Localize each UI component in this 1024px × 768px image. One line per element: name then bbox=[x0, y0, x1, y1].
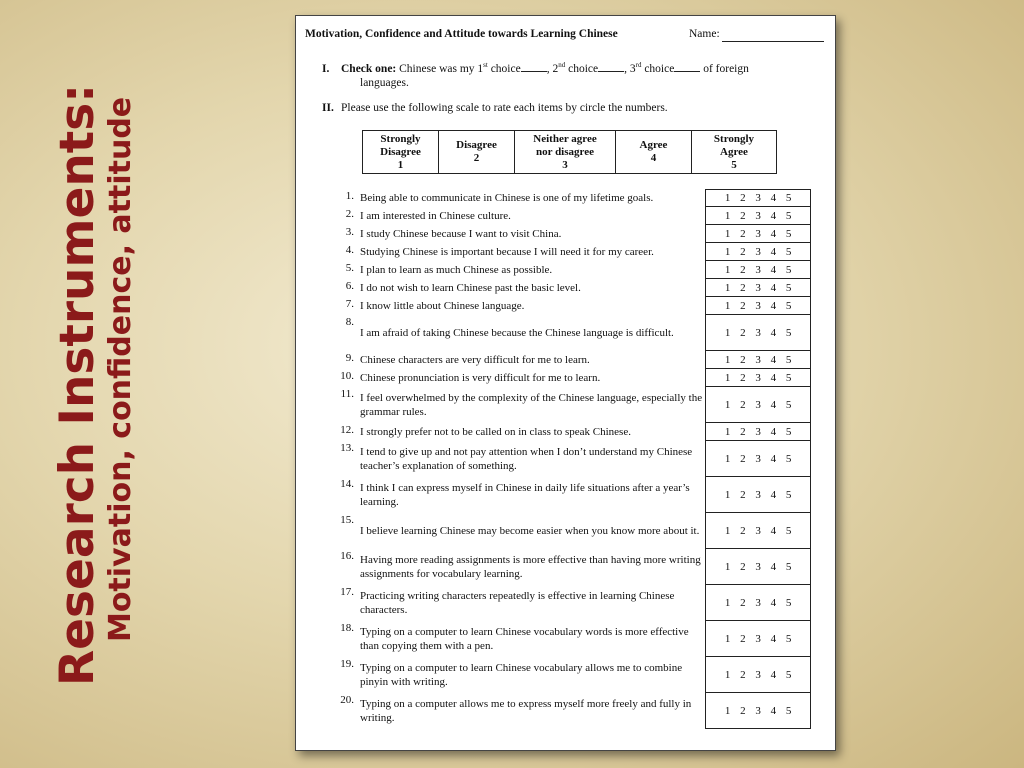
rating-options[interactable]: 1 2 3 4 5 bbox=[705, 297, 811, 315]
item-number: 3. bbox=[345, 226, 354, 238]
item-number: 19. bbox=[340, 658, 354, 670]
item-number: 7. bbox=[345, 298, 354, 310]
rating-options[interactable]: 1 2 3 4 5 bbox=[705, 207, 811, 225]
list-item bbox=[336, 297, 811, 315]
name-label: Name: bbox=[689, 28, 720, 40]
section-one-number: I. bbox=[322, 62, 330, 75]
rating-options[interactable]: 1 2 3 4 5 bbox=[705, 657, 811, 693]
list-item bbox=[336, 261, 811, 279]
slide-title-block bbox=[0, 0, 190, 768]
item-number: 13. bbox=[340, 442, 354, 454]
item-text: Typing on a computer to learn Chinese vocabulary words is more effective than copying them with a pen. bbox=[360, 626, 689, 652]
item-text: Chinese pronunciation is very difficult for me to learn. bbox=[360, 372, 601, 384]
scale-cell: Strongly Agree 5 bbox=[692, 131, 777, 174]
ordinal-suffix: nd bbox=[558, 61, 566, 69]
section-one-continuation: languages. bbox=[360, 76, 409, 89]
section-two-text: Please use the following scale to rate each items by circle the numbers. bbox=[341, 102, 668, 114]
item-number: 1. bbox=[345, 190, 354, 202]
list-item bbox=[336, 423, 811, 441]
section-one-text: Chinese was my 1 bbox=[396, 62, 484, 75]
item-text: I strongly prefer not to be called on in class to speak Chinese. bbox=[360, 426, 631, 438]
rating-options[interactable]: 1 2 3 4 5 bbox=[705, 261, 811, 279]
scale-cell: Agree 4 bbox=[616, 131, 692, 174]
item-text: Studying Chinese is important because I will need it for my career. bbox=[360, 246, 654, 258]
list-item bbox=[336, 693, 811, 729]
item-number: 18. bbox=[340, 622, 354, 634]
third-choice-blank bbox=[674, 61, 700, 72]
item-text: Typing on a computer to learn Chinese vocabulary allows me to combine pinyin with writing. bbox=[360, 662, 683, 688]
item-text: I believe learning Chinese may become easier when you know more about it. bbox=[360, 525, 700, 537]
scale-cell: Disagree 2 bbox=[439, 131, 515, 174]
item-number: 17. bbox=[340, 586, 354, 598]
list-item bbox=[336, 441, 811, 477]
ordinal-suffix: rd bbox=[635, 61, 642, 69]
item-number: 8. bbox=[345, 316, 354, 328]
item-number: 9. bbox=[345, 352, 354, 364]
scale-cell: Neither agree nor disagree 3 bbox=[515, 131, 616, 174]
item-number: 16. bbox=[340, 550, 354, 562]
rating-options[interactable]: 1 2 3 4 5 bbox=[705, 549, 811, 585]
ordinal-suffix: st bbox=[483, 61, 488, 69]
item-number: 11. bbox=[340, 388, 354, 400]
section-one-text: of foreign bbox=[700, 62, 749, 75]
rating-options[interactable]: 1 2 3 4 5 bbox=[705, 585, 811, 621]
item-text: I study Chinese because I want to visit China. bbox=[360, 228, 562, 240]
rating-options[interactable]: 1 2 3 4 5 bbox=[705, 243, 811, 261]
rating-options[interactable]: 1 2 3 4 5 bbox=[705, 621, 811, 657]
section-one-text: choice bbox=[641, 62, 675, 75]
rating-options[interactable]: 1 2 3 4 5 bbox=[705, 423, 811, 441]
section-two bbox=[322, 102, 668, 114]
item-number: 5. bbox=[345, 262, 354, 274]
rating-scale-table bbox=[362, 130, 777, 174]
item-text: I know little about Chinese language. bbox=[360, 300, 525, 312]
slide-title: Research Instruments: bbox=[50, 83, 105, 687]
item-text: Being able to communicate in Chinese is one of my lifetime goals. bbox=[360, 192, 654, 204]
rating-options[interactable]: 1 2 3 4 5 bbox=[705, 315, 811, 351]
item-number: 6. bbox=[345, 280, 354, 292]
item-text: Practicing writing characters repeatedly is effective in learning Chinese characters. bbox=[360, 590, 675, 616]
rating-options[interactable]: 1 2 3 4 5 bbox=[705, 441, 811, 477]
rating-options[interactable]: 1 2 3 4 5 bbox=[705, 513, 811, 549]
item-number: 20. bbox=[340, 694, 354, 706]
list-item bbox=[336, 207, 811, 225]
name-field-line bbox=[722, 41, 824, 42]
list-item bbox=[336, 621, 811, 657]
item-text: I feel overwhelmed by the complexity of the Chinese language, especially the grammar rules. bbox=[360, 392, 703, 418]
item-text: Chinese characters are very difficult for me to learn. bbox=[360, 354, 590, 366]
item-number: 15. bbox=[340, 514, 354, 526]
item-number: 2. bbox=[345, 208, 354, 220]
list-item bbox=[336, 225, 811, 243]
document-title: Motivation, Confidence and Attitude towards Learning Chinese bbox=[305, 28, 618, 40]
section-one bbox=[322, 58, 802, 90]
questionnaire-document bbox=[295, 15, 836, 751]
item-text: I am interested in Chinese culture. bbox=[360, 210, 511, 222]
list-item bbox=[336, 351, 811, 369]
rating-options[interactable]: 1 2 3 4 5 bbox=[705, 387, 811, 423]
scale-cell: Strongly Disagree 1 bbox=[363, 131, 439, 174]
second-choice-blank bbox=[598, 61, 624, 72]
list-item bbox=[336, 513, 811, 549]
list-item bbox=[336, 243, 811, 261]
item-text: Having more reading assignments is more effective than having more writing assignments for vocabulary learning. bbox=[360, 554, 701, 580]
rating-options[interactable]: 1 2 3 4 5 bbox=[705, 189, 811, 207]
item-number: 14. bbox=[340, 478, 354, 490]
rating-options[interactable]: 1 2 3 4 5 bbox=[705, 477, 811, 513]
slide-subtitle: Motivation, confidence, attitude bbox=[103, 96, 138, 643]
item-number: 10. bbox=[340, 370, 354, 382]
list-item bbox=[336, 387, 811, 423]
rating-options[interactable]: 1 2 3 4 5 bbox=[705, 225, 811, 243]
list-item bbox=[336, 315, 811, 351]
section-one-text: , 3 bbox=[624, 62, 636, 75]
first-choice-blank bbox=[521, 61, 547, 72]
section-one-text: choice bbox=[565, 62, 599, 75]
list-item bbox=[336, 369, 811, 387]
item-text: Typing on a computer allows me to express myself more freely and fully in writing. bbox=[360, 698, 692, 724]
questionnaire-items bbox=[336, 189, 811, 729]
list-item bbox=[336, 657, 811, 693]
rating-options[interactable]: 1 2 3 4 5 bbox=[705, 351, 811, 369]
list-item bbox=[336, 585, 811, 621]
item-text: I tend to give up and not pay attention when I don’t understand my Chinese teacher’s explanation of something. bbox=[360, 446, 693, 472]
list-item bbox=[336, 477, 811, 513]
item-number: 12. bbox=[340, 424, 354, 436]
rating-options[interactable]: 1 2 3 4 5 bbox=[705, 279, 811, 297]
item-text: I am afraid of taking Chinese because the Chinese language is difficult. bbox=[360, 327, 674, 339]
section-two-number: II. bbox=[322, 102, 334, 114]
rating-options[interactable]: 1 2 3 4 5 bbox=[705, 693, 811, 729]
list-item bbox=[336, 189, 811, 207]
section-one-text: choice bbox=[487, 62, 521, 75]
list-item bbox=[336, 549, 811, 585]
section-one-text: , 2 bbox=[546, 62, 559, 75]
item-text: I think I can express myself in Chinese in daily life situations after a year’s learning. bbox=[360, 482, 690, 508]
check-one-label: Check one: bbox=[341, 62, 397, 75]
item-text: I plan to learn as much Chinese as possible. bbox=[360, 264, 553, 276]
rating-options[interactable]: 1 2 3 4 5 bbox=[705, 369, 811, 387]
item-number: 4. bbox=[345, 244, 354, 256]
item-text: I do not wish to learn Chinese past the basic level. bbox=[360, 282, 581, 294]
list-item bbox=[336, 279, 811, 297]
